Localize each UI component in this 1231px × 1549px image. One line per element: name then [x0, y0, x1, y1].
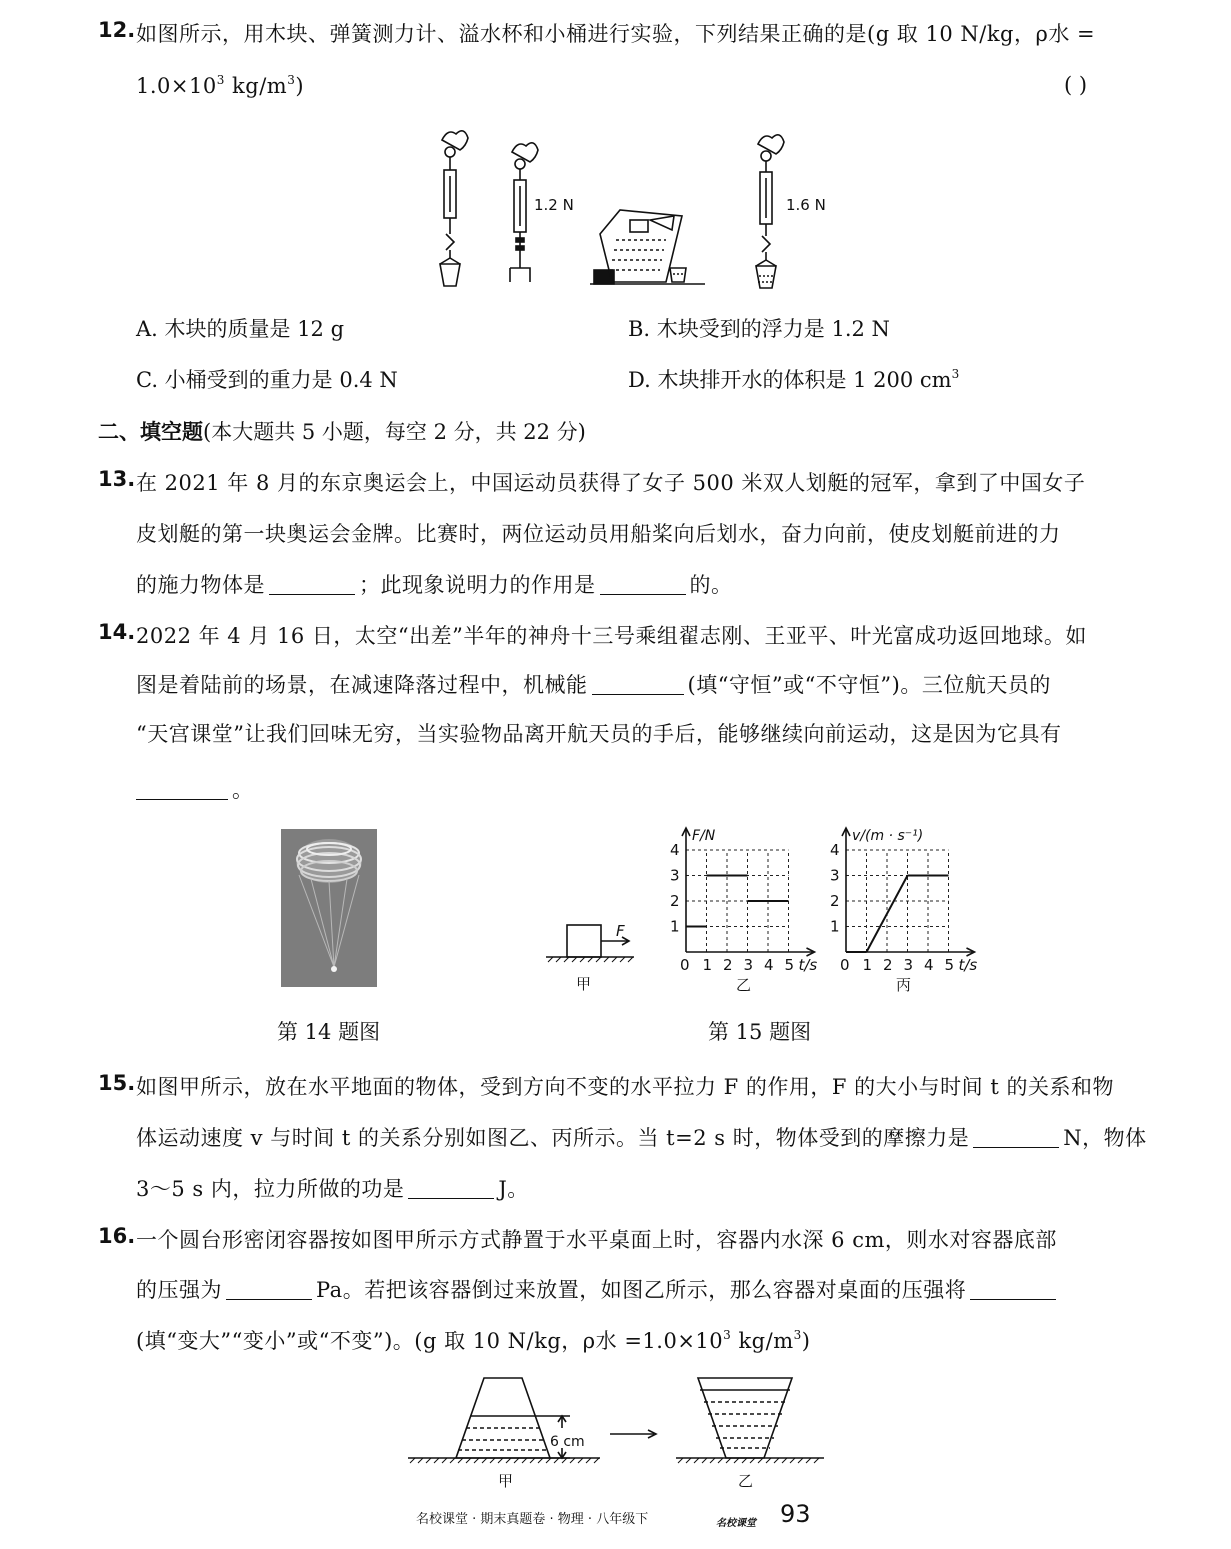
page-number: 93 — [780, 1500, 811, 1528]
q15-line3-a: 3～5 s 内，拉力所做的功是 — [136, 1177, 405, 1201]
q13-number: 13. — [98, 467, 136, 491]
q14-blank-1[interactable] — [592, 674, 684, 695]
q14-caption: 第 14 题图 — [277, 1020, 381, 1044]
section-2-title: 二、填空题 — [98, 420, 203, 444]
q13-line2: 皮划艇的第一块奥运会金牌。比赛时，两位运动员用船桨向后划水，奋力向前，使皮划艇前进的力 — [136, 522, 1061, 546]
q14-line4 — [136, 774, 254, 804]
q12-line2-sup: 3 — [216, 73, 225, 87]
q14-line1: 2022 年 4 月 16 日，太空“出差”半年的神舟十三号乘组翟志刚、王亚平、叶光富成功返回地球。如 — [136, 624, 1087, 648]
x-tick-label: 5 — [784, 956, 795, 974]
q13-blank-2[interactable] — [600, 574, 686, 595]
y-tick-label: 2 — [670, 892, 680, 910]
q14-blank-2[interactable] — [136, 779, 228, 800]
y-tick-label: 2 — [830, 892, 840, 910]
q15-line2 — [136, 1122, 1147, 1152]
y-tick-label: 3 — [830, 866, 840, 885]
x-tick-label: 3 — [743, 956, 754, 974]
q16-depth-label: 6 cm — [550, 1434, 585, 1450]
chart-figure-label: 丙 — [896, 976, 912, 994]
q16-line3-post: ) — [801, 1329, 811, 1353]
q15-blank-1[interactable] — [973, 1127, 1059, 1148]
q12-answer-paren: ( ) — [1064, 73, 1088, 97]
q16-line2-a: 的压强为 — [136, 1278, 222, 1302]
q14-line2-a: 图是着陆前的场景，在减速降落过程中，机械能 — [136, 673, 588, 697]
q12-option-c[interactable]: C. 小桶受到的重力是 0.4 N — [136, 368, 398, 392]
q15-number: 15. — [98, 1071, 136, 1095]
q16-fig-yi-label: 乙 — [738, 1472, 754, 1490]
footer-logo: 名校课堂 — [716, 1518, 756, 1529]
chart-figure-label: 乙 — [736, 976, 752, 994]
x-axis-label: t/s — [958, 956, 978, 974]
x-tick-label: 4 — [764, 956, 774, 974]
y-axis-label: F/N — [692, 828, 716, 844]
q16-blank-2[interactable] — [970, 1279, 1056, 1300]
section-2-note: (本大题共 5 小题，每空 2 分，共 22 分) — [203, 420, 586, 444]
x-tick-label: 2 — [883, 956, 893, 974]
q15-chart-yi — [664, 816, 834, 994]
q16-line3-sup: 3 — [723, 1328, 732, 1342]
q13-line3-a: 的施力物体是 — [136, 573, 265, 597]
q12-option-d[interactable] — [628, 364, 959, 394]
section-2-heading — [98, 416, 586, 446]
q15-fig-jia — [540, 915, 640, 995]
x-tick-label: 3 — [903, 956, 914, 974]
overflow-cup — [590, 210, 705, 284]
y-tick-label: 3 — [670, 866, 680, 885]
q12-number: 12. — [98, 18, 136, 42]
q12-figure — [430, 122, 850, 292]
q16-line2-b: Pa。若把该容器倒过来放置，如图乙所示，那么容器对桌面的压强将 — [316, 1278, 967, 1302]
q15-blank-2[interactable] — [408, 1178, 494, 1199]
x-tick-label: 4 — [924, 956, 934, 974]
q13-line3 — [136, 569, 733, 599]
q12-line1: 如图所示，用木块、弹簧测力计、溢水杯和小桶进行实验，下列结果正确的是(g 取 10 N/kg，ρ水 = — [136, 22, 1096, 46]
y-axis-label: v/(m · s⁻¹) — [852, 828, 924, 844]
q12-option-d-sup: 3 — [951, 367, 960, 381]
fig-jia-label-15: 甲 — [576, 975, 592, 993]
y-tick-label: 1 — [830, 917, 840, 936]
q13-blank-1[interactable] — [269, 574, 355, 595]
y-tick-label: 4 — [670, 841, 680, 859]
q15-line2-b: N，物体 — [1063, 1126, 1147, 1150]
q16-blank-1[interactable] — [226, 1279, 312, 1300]
q12-option-d-text: D. 木块排开水的体积是 1 200 cm — [628, 368, 952, 392]
q13-line3-b: ；此现象说明力的作用是 — [359, 573, 596, 597]
q12-option-a[interactable]: A. 木块的质量是 12 g — [136, 317, 345, 341]
x-tick-label: 1 — [862, 956, 873, 974]
spring-scale-1 — [440, 131, 468, 286]
q12-line2-pre: 1.0×10 — [136, 74, 217, 98]
q16-line1: 一个圆台形密闭容器按如图甲所示方式静置于水平桌面上时，容器内水深 6 cm，则水对容器底部 — [136, 1228, 1057, 1252]
q12-line2-post: ) — [295, 74, 305, 98]
q14-line2 — [136, 669, 1051, 699]
q15-line3 — [136, 1173, 529, 1203]
q15-caption: 第 15 题图 — [708, 1020, 812, 1044]
x-tick-label: 5 — [944, 956, 955, 974]
force-f-label: F — [616, 922, 625, 940]
q15-line1: 如图甲所示，放在水平地面的物体，受到方向不变的水平拉力 F 的作用，F 的大小与时间 t 的关系和物 — [136, 1075, 1114, 1099]
spring-scale-3 — [756, 135, 784, 288]
q15-chart-bing — [824, 816, 994, 994]
x-axis-label: t/s — [798, 956, 818, 974]
q16-number: 16. — [98, 1224, 136, 1248]
q12-reading-1: 1.2 N — [534, 196, 574, 214]
x-tick-label: 0 — [840, 956, 850, 974]
y-tick-label: 1 — [670, 917, 680, 936]
q16-line3 — [136, 1325, 810, 1355]
q16-line3-pre: (填“变大”“变小”或“不变”)。(g 取 10 N/kg，ρ水 =1.0×10 — [136, 1329, 724, 1353]
q16-line3-sup2: 3 — [793, 1328, 802, 1342]
q12-line2-sup2: 3 — [287, 73, 296, 87]
q16-line2 — [136, 1274, 1060, 1304]
q12-line2-mid: kg/m — [224, 74, 288, 98]
footer-text: 名校课堂 · 期末真题卷 · 物理 · 八年级下 — [416, 1512, 649, 1527]
x-tick-label: 1 — [702, 956, 713, 974]
q15-line3-b: J。 — [498, 1177, 529, 1201]
y-tick-label: 4 — [830, 841, 840, 859]
q16-line3-mid: kg/m — [731, 1329, 794, 1353]
q15-line2-a: 体运动速度 v 与时间 t 的关系分别如图乙、丙所示。当 t=2 s 时，物体受到的摩擦力是 — [136, 1126, 970, 1150]
q13-line1: 在 2021 年 8 月的东京奥运会上，中国运动员获得了女子 500 米双人划艇的冠军，拿到了中国女子 — [136, 471, 1086, 495]
data-segment — [867, 876, 908, 953]
x-tick-label: 0 — [680, 956, 690, 974]
q16-fig-jia-label: 甲 — [498, 1472, 514, 1490]
q13-line3-c: 的。 — [689, 573, 733, 597]
q14-line4-end: 。 — [232, 778, 254, 802]
x-tick-label: 2 — [723, 956, 733, 974]
q14-number: 14. — [98, 620, 136, 644]
q14-line3: “天宫课堂”让我们回味无穷，当实验物品离开航天员的手后，能够继续向前运动，这是因为它具有 — [136, 722, 1062, 746]
q12-line2 — [136, 73, 304, 98]
q12-reading-2: 1.6 N — [786, 196, 826, 214]
q14-parachute-photo — [281, 829, 377, 987]
q16-figure — [404, 1372, 834, 1496]
q14-line2-b: (填“守恒”或“不守恒”)。三位航天员的 — [687, 673, 1051, 697]
q12-option-b[interactable]: B. 木块受到的浮力是 1.2 N — [628, 317, 890, 341]
